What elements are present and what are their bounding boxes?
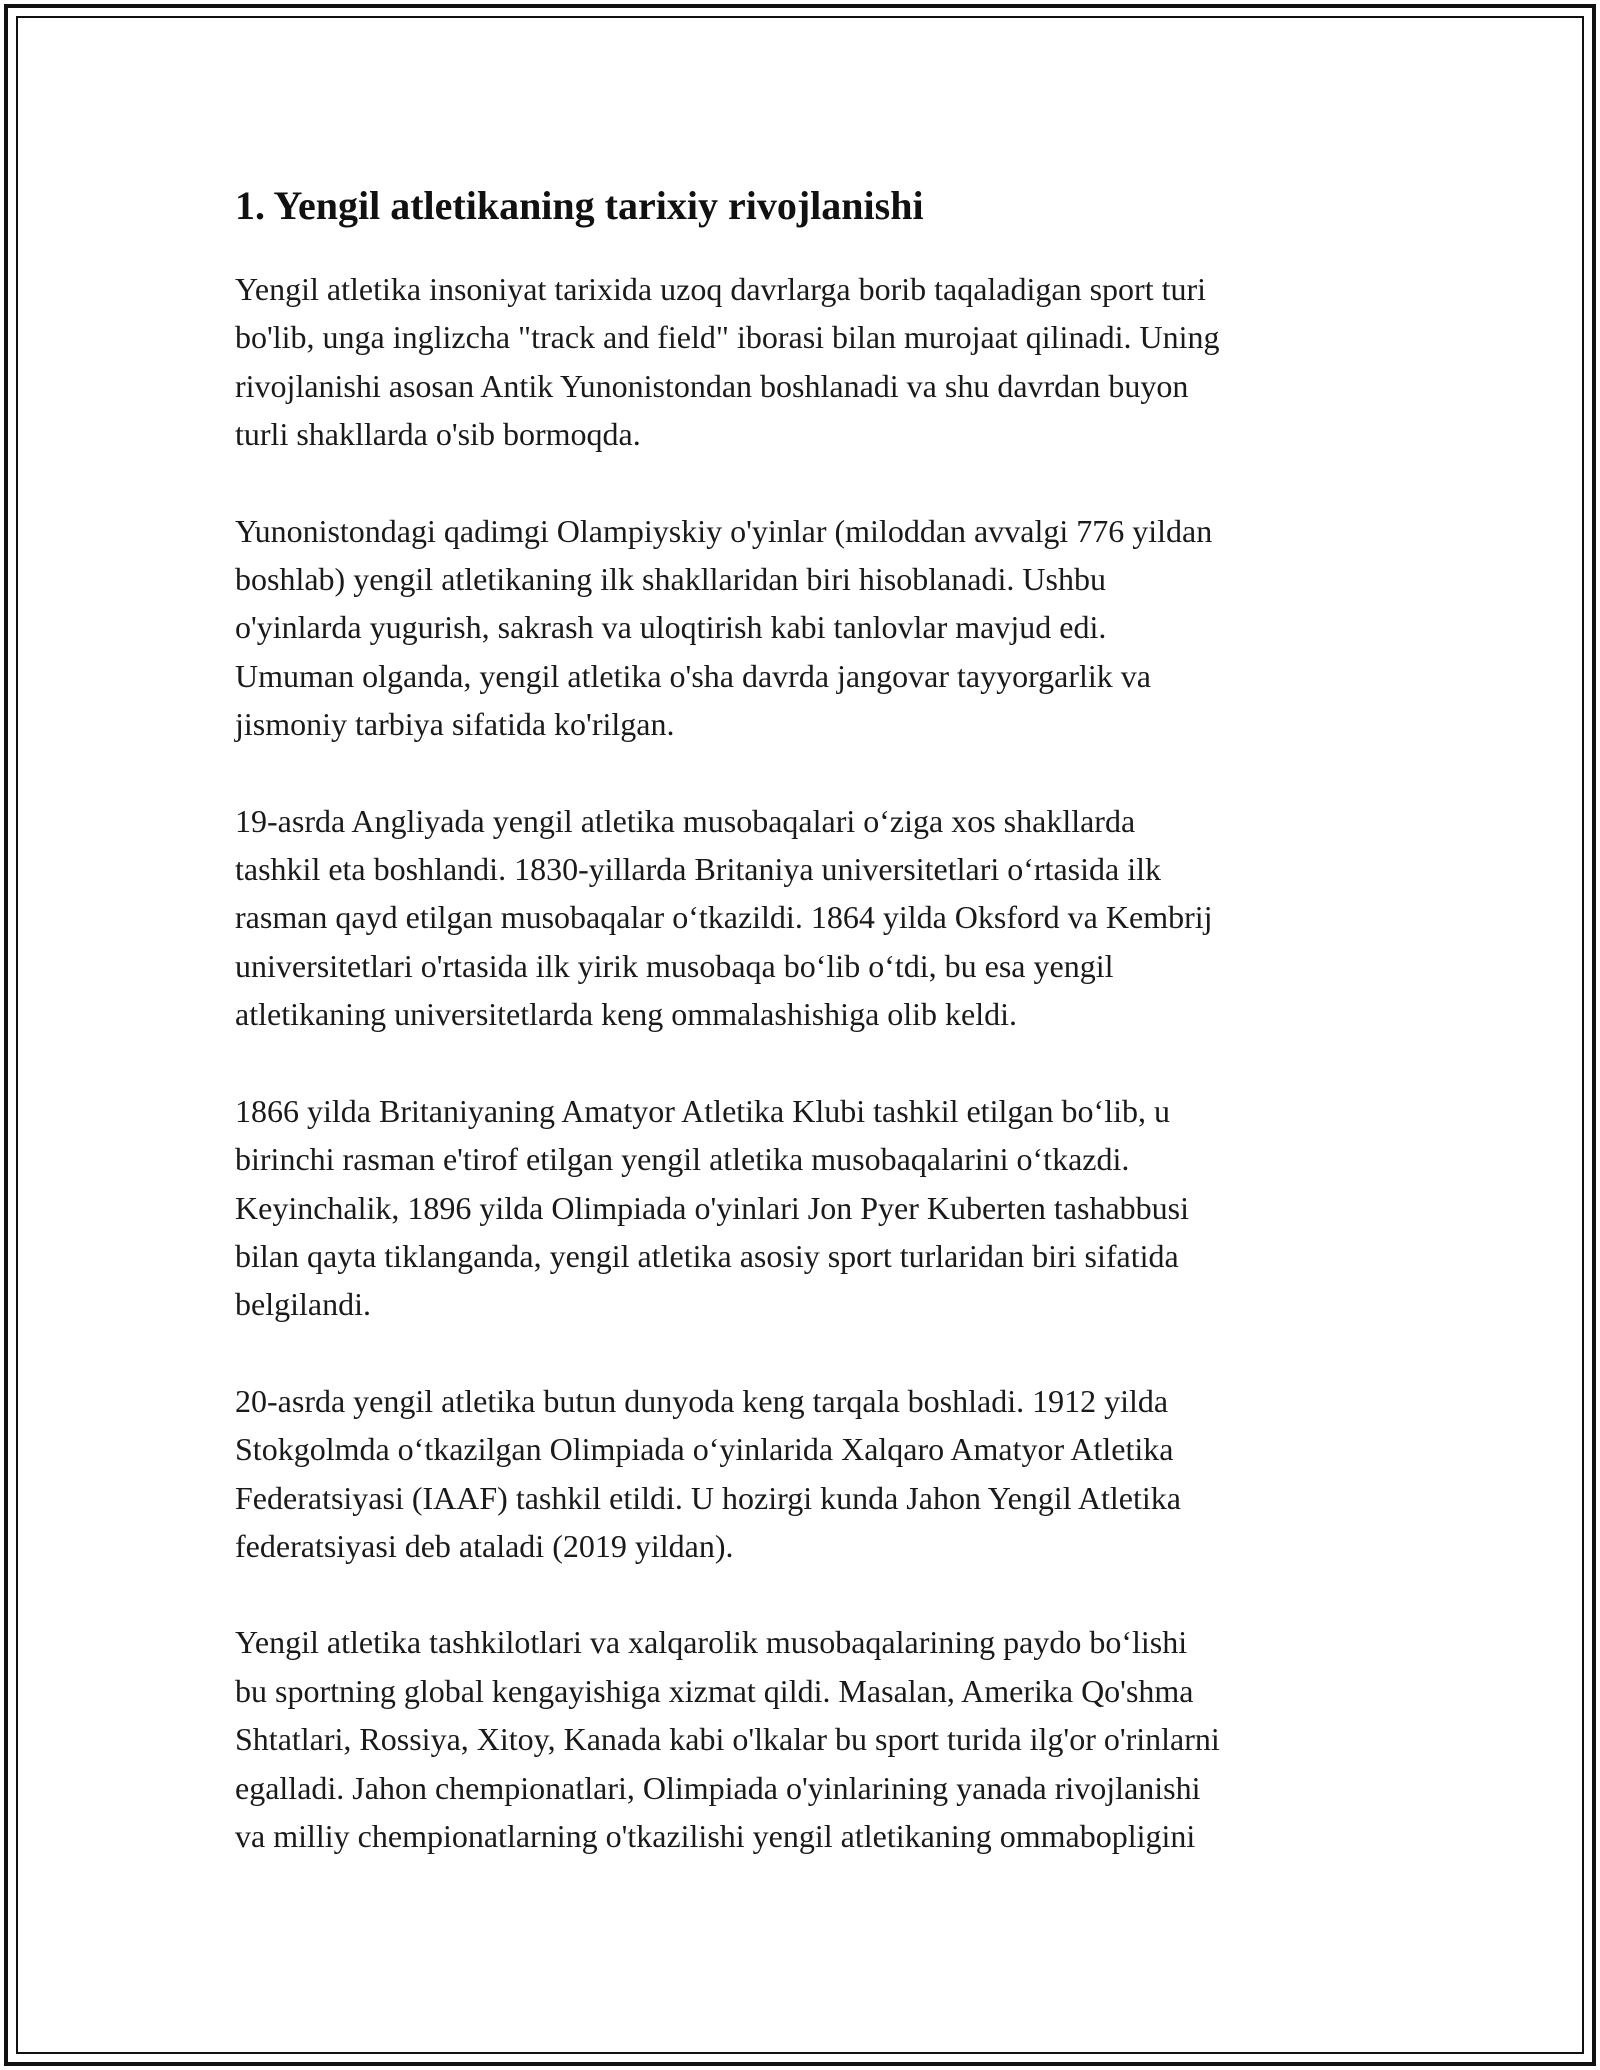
paragraph-line: atletikaning universitetlarda keng ommalashishiga olib keldi. xyxy=(235,996,1018,1033)
paragraph xyxy=(235,1377,1400,1571)
paragraph-line: Federatsiyasi (IAAF) tashkil etildi. U hozirgi kunda Jahon Yengil Atletika xyxy=(235,1479,1181,1516)
paragraph-line: Keyinchalik, 1896 yilda Olimpiada o'yinlari Jon Pyer Kuberten tashabbusi xyxy=(235,1189,1190,1226)
paragraph-line: jismoniy tarbiya sifatida ko'rilgan. xyxy=(235,706,675,743)
paragraph-line: 19-asrda Angliyada yengil atletika musobaqalari o‘ziga xos shakllarda xyxy=(235,802,1136,839)
paragraph-line: Shtatlari, Rossiya, Xitoy, Kanada kabi o'lkalar bu sport turida ilg'or o'rinlarni xyxy=(235,1721,1220,1758)
paragraph-line: Stokgolmda o‘tkazilgan Olimpiada o‘yinlarida Xalqaro Amatyor Atletika xyxy=(235,1431,1174,1468)
paragraph-line: turli shakllarda o'sib bormoqda. xyxy=(235,416,641,453)
paragraph-line: boshlab) yengil atletikaning ilk shakllaridan biri hisoblanadi. Ushbu xyxy=(235,561,1106,598)
paragraph-line: rivojlanishi asosan Antik Yunonistondan boshlanadi va shu davrdan buyon xyxy=(235,367,1189,404)
paragraph-line: o'yinlarda yugurish, sakrash va uloqtirish kabi tanlovlar mavjud edi. xyxy=(235,609,1107,646)
paragraph-line: belgilandi. xyxy=(235,1286,371,1323)
paragraph-line: va milliy chempionatlarning o'tkazilishi yengil atletikaning ommabopligini xyxy=(235,1817,1196,1854)
paragraph-line: Yengil atletika insoniyat tarixida uzoq davrlarga borib taqaladigan sport turi xyxy=(235,271,1207,307)
paragraph-line: 1866 yilda Britaniyaning Amatyor Atletika Klubi tashkil etilgan bo‘lib, u xyxy=(235,1092,1170,1129)
paragraph-line: bu sportning global kengayishiga xizmat qildi. Masalan, Amerika Qo'shma xyxy=(235,1672,1194,1709)
paragraph-line: federatsiyasi deb ataladi (2019 yildan). xyxy=(235,1527,734,1564)
paragraph-line: universitetlari o'rtasida ilk yirik musobaqa bo‘lib o‘tdi, bu esa yengil xyxy=(235,947,1114,984)
paragraph-line: rasman qayd etilgan musobaqalar o‘tkazildi. 1864 yilda Oksford va Kembrij xyxy=(235,899,1213,936)
section-heading: 1. Yengil atletikaning tarixiy rivojlanishi xyxy=(235,183,924,228)
paragraph xyxy=(235,507,1400,749)
paragraphs xyxy=(235,265,1400,1860)
document-body xyxy=(235,180,1400,1908)
paragraph xyxy=(235,1618,1400,1860)
paragraph-line: Yengil atletika tashkilotlari va xalqarolik musobaqalarining paydo bo‘lishi xyxy=(235,1624,1188,1661)
paragraph-line: Umuman olganda, yengil atletika o'sha davrda jangovar tayyorgarlik va xyxy=(235,657,1151,694)
paragraph-line: 20-asrda yengil atletika butun dunyoda keng tarqala boshladi. 1912 yilda xyxy=(235,1382,1169,1419)
paragraph xyxy=(235,1087,1400,1329)
paragraph-line: Yunonistondagi qadimgi Olampiyskiy o'yinlar (miloddan avvalgi 776 yildan xyxy=(235,512,1213,549)
paragraph-line: bo'lib, unga inglizcha "track and field" iborasi bilan murojaat qilinadi. Uning xyxy=(235,319,1220,356)
paragraph xyxy=(235,265,1400,459)
paragraph-line: bilan qayta tiklanganda, yengil atletika asosiy sport turlaridan biri sifatida xyxy=(235,1237,1179,1274)
paragraph-line: tashkil eta boshlandi. 1830-yillarda Britaniya universitetlari o‘rtasida ilk xyxy=(235,851,1161,888)
paragraph xyxy=(235,797,1400,1039)
paragraph-line: birinchi rasman e'tirof etilgan yengil atletika musobaqalarini o‘tkazdi. xyxy=(235,1141,1130,1178)
paragraph-line: egalladi. Jahon chempionatlari, Olimpiada o'yinlarining yanada rivojlanishi xyxy=(235,1769,1201,1806)
